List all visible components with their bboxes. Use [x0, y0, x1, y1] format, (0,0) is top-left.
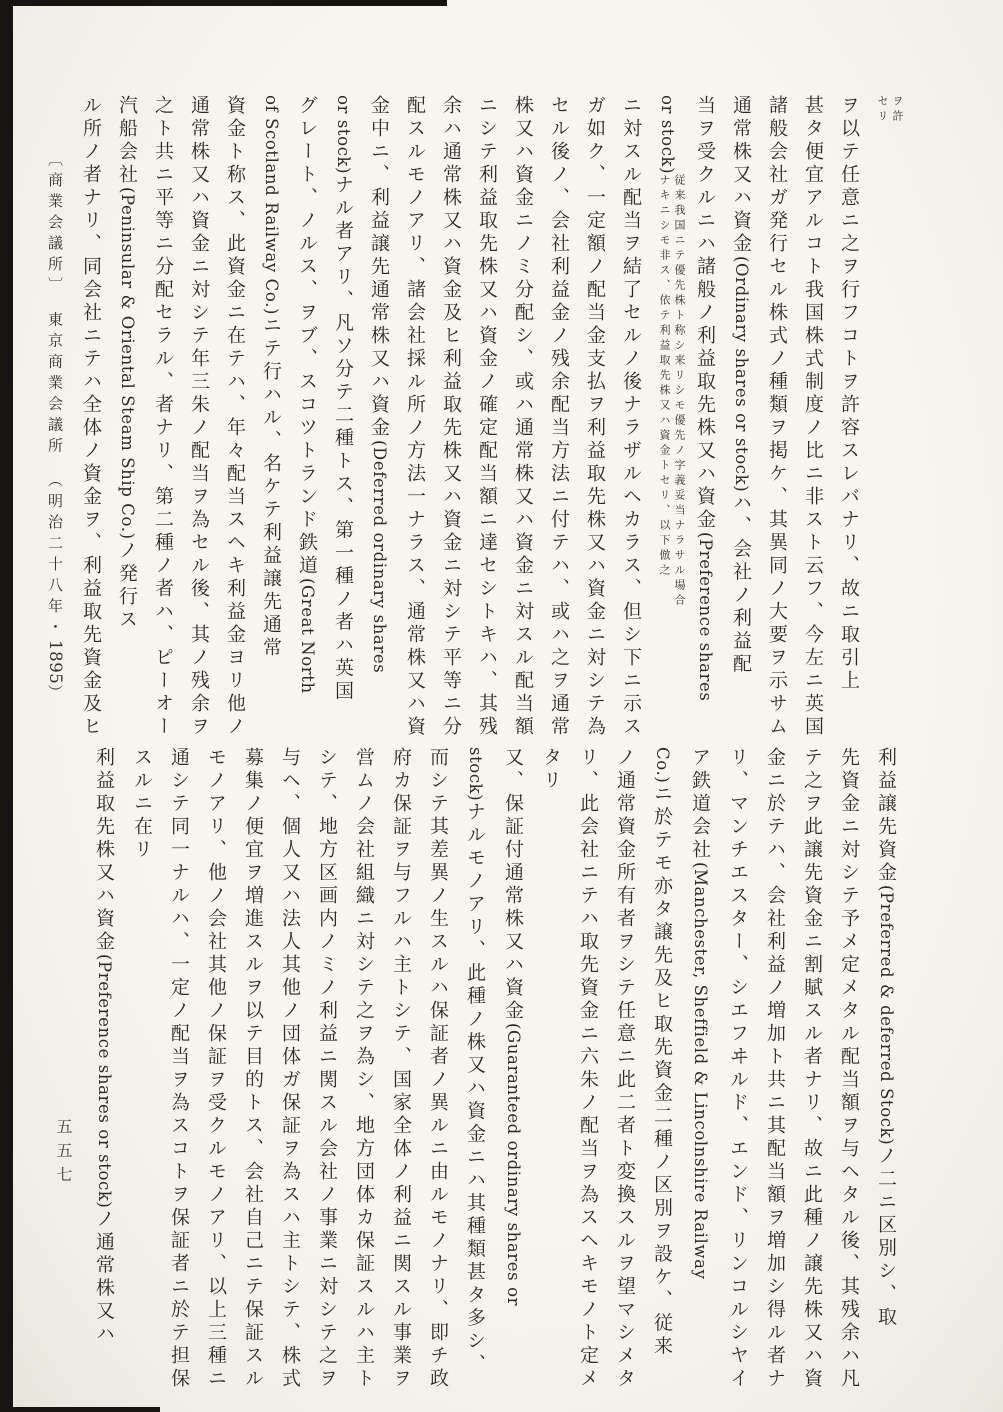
text-column: 通常株又ハ資金(Ordinary shares or stock)ハ、会社ノ利益配 — [730, 95, 752, 677]
text-column: 株又ハ資金ニノミ分配シ、或ハ通常株又ハ資金ニ対スル配当額 — [512, 95, 534, 739]
scan-edge-bottom — [0, 1407, 160, 1412]
text-column: 営ムノ会社組織ニ対シテ之ヲ為シ、地方団体カ保証スルハ主ト — [353, 747, 375, 1391]
text-column: タリ — [540, 747, 562, 793]
text-column: リ、マンチエスター、シエフヰルド、エンド、リンコルシヤイ — [727, 747, 749, 1391]
text-column: 利益取先株又ハ資金(Preference shares or stock)ノ通常株又ハ — [93, 747, 115, 1347]
text-column: of Scotland Railway Co.)ニテ行ハル、名ケテ利益譲先通常 — [260, 95, 282, 661]
text-column: 之ト共ニ平等ニ分配セラル、者ナリ、第二種ノ者ハ、ピーオー — [152, 95, 174, 739]
text-column: stock)ナルモノアリ、此種ノ株又ハ資金ニハ其種類甚タ多シ、 — [464, 747, 486, 1377]
text-column: 金中ニ、利益譲先通常株又ハ資金(Deferred ordinary shares — [368, 95, 390, 674]
text-column: 募集ノ便宜ヲ増進スルヲ以テ目的トス、会社自己ニテ保証スル — [242, 747, 264, 1391]
carryover-note-column — [867, 95, 905, 729]
text-column-with-note — [649, 95, 687, 729]
text-column: 通シテ同一ナルハ、一定ノ配当ヲ為スコトヲ保証者ニ於テ担保 — [168, 747, 190, 1391]
text-column: シテ、地方区画内ノミノ利益ニ関スル会社ノ事業ニ対シテ之ヲ — [316, 747, 338, 1391]
text-column: 府カ保証ヲ与フルハ主トシテ、国家全体ノ利益ニ関スル事業ヲ — [390, 747, 412, 1391]
upper-text-block — [37, 95, 905, 739]
lower-text-block — [85, 747, 905, 1391]
text-column: テ之ヲ此譲先資金ニ割賦スル者ナリ、故ニ此種ノ譲先株又ハ資 — [801, 747, 823, 1391]
text-column: 又、保証付通常株又ハ資金(Guaranteed ordinary shares or — [502, 747, 524, 1307]
text-column: 当ヲ受クルニハ諸般ノ利益取先株又ハ資金(Preference shares — [694, 95, 716, 702]
scan-edge-left — [0, 0, 13, 1412]
text-column: 金ニ於テハ、会社利益ノ増加ト共ニ其配当額ヲ増加シ得ル者ナ — [764, 747, 786, 1391]
scan-edge-top — [0, 0, 447, 6]
text-column: ニ対スル配当ヲ結了セルノ後ナラザルヘカラス、但シ下ニ示ス — [620, 95, 642, 739]
text-column: ニシテ利益取先株又ハ資金ノ確定配当額ニ達セシトキハ、其残 — [476, 95, 498, 739]
text-column: 利益譲先資金(Preferred & deferred Stock)ノ二ニ区別シ、取 — [875, 747, 897, 1330]
warichu-note: ヲ許セリ — [876, 95, 904, 125]
text-column: or stock)ナル者アリ、凡ソ分テ二種トス、第一種ノ者ハ英国 — [332, 95, 354, 704]
text-column: 諸般会社ガ発行セル株式ノ種類ヲ掲ケ、其異同ノ大要ヲ示サム — [766, 95, 788, 739]
column-lead-text: or stock) — [658, 95, 677, 175]
text-column: セル後ノ、会社利益金ノ残余配当方法ニ付テハ、或ハ之ヲ通常 — [548, 95, 570, 739]
text-column: 通常株又ハ資金ニ対シテ年三朱ノ配当ヲ為セル後、其ノ残余ヲ — [188, 95, 210, 739]
text-column: グレート、ノルス、ヲブ、スコツトランド鉄道(Great North — [296, 95, 318, 694]
text-column: 汽船会社(Peninsular & Oriental Steam Ship Co.)ノ発行ス — [116, 95, 138, 632]
text-column: スルニ在リ — [131, 747, 153, 862]
text-column: 与ヘ、個人又ハ法人其他ノ団体ガ保証ヲ為スハ主トシテ、株式 — [279, 747, 301, 1391]
text-column: ル所ノ者ナリ、同会社ニテハ全体ノ資金ヲ、利益取先資金及ヒ — [80, 95, 102, 739]
text-column: Co.)ニ於テモ亦タ譲先及ヒ取先資金二種ノ区別ヲ設ケ、従来 — [651, 747, 673, 1359]
source-attribution: 〔商業会議所〕 東京商業会議所 （明治二十八年・1895） — [46, 151, 65, 706]
text-column: 先資金ニ対シテ予メ定メタル配当額ヲ与ヘタル後、其残余ハ凡 — [838, 747, 860, 1391]
text-column: 資金ト称ス、此資金ニ在テハ、年々配当スヘキ利益金ヨリ他ノ — [224, 95, 246, 739]
text-column: ノ通常資金所有者ヲシテ任意ニ此二者ト変換スルヲ望マシメタ — [614, 747, 636, 1391]
text-column: 而シテ其差異ノ生スルハ保証者ノ異ルニ由ルモノナリ、即チ政 — [427, 747, 449, 1391]
text-column: モノアリ、他ノ会社其他ノ保証ヲ受クルモノアリ、以上三種ニ — [205, 747, 227, 1391]
text-column: 配スルモノアリ、諸会社採ル所ノ方法一ナラス、通常株又ハ資 — [404, 95, 426, 739]
text-column: ヲ以テ任意ニ之ヲ行フコトヲ許容スレバナリ、故ニ取引上 — [838, 95, 860, 693]
warichu-note: 従来我国ニテ優先株ト称シ来リシモ優先ノ字義妥当ナラサル場合ナキニシモ非ス、依テ利益取先株又ハ資金トセリ、以下倣之 — [658, 174, 686, 610]
text-column: ガ如ク、一定額ノ配当金支払ヲ利益取先株又ハ資金ニ対シテ為 — [584, 95, 606, 739]
text-column: ア鉄道会社(Manchester, Sheffield & Lincolnshire Railway — [689, 747, 711, 1280]
page-number: 五五七 — [54, 1118, 73, 1190]
text-column: 余ハ通常株又ハ資金及ヒ利益取先株又ハ資金ニ対シテ平等ニ分 — [440, 95, 462, 739]
text-column: 甚タ便宜アルコト我国株式制度ノ比ニ非スト云フ、今左ニ英国 — [802, 95, 824, 739]
text-column: リ、此会社ニテハ取先資金ニ六朱ノ配当ヲ為スヘキモノト定メ — [577, 747, 599, 1391]
